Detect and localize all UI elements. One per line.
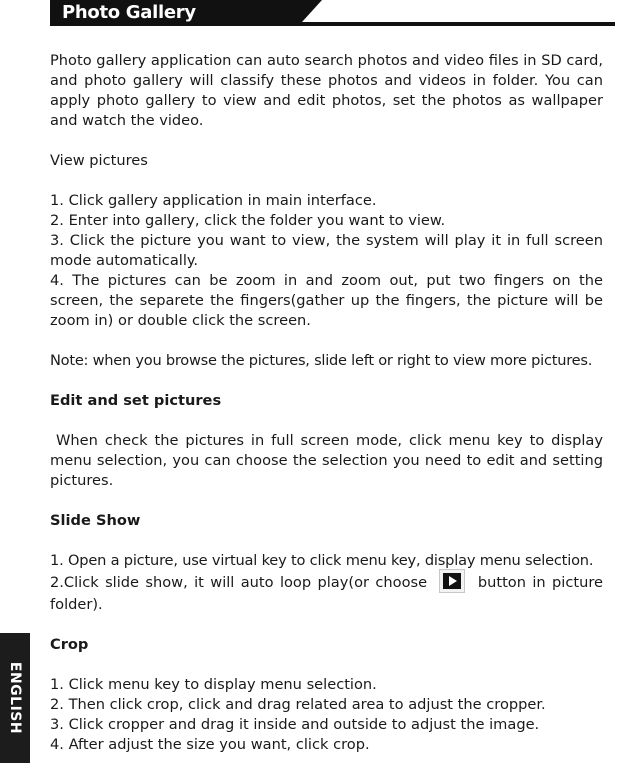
crop-step-4: 4. After adjust the size you want, click crop.: [50, 736, 370, 753]
view-note: Note: when you browse the pictures, slide left or right to view more pictures.: [50, 352, 593, 369]
slide-step-2: [50, 571, 603, 615]
language-tab: [0, 633, 30, 763]
edit-set-paragraph: When check the pictures in full screen mode, click menu key to display menu selection, you can choose the selection you need to edit and setting pictures.: [50, 432, 603, 489]
page-header: [50, 0, 615, 26]
document-body: [50, 51, 603, 755]
intro-paragraph: Photo gallery application can auto search photos and video files in SD card, and photo gallery will classify these photos and videos in folder. You can apply photo gallery to view and edit photos, set the photos as wallpaper and watch the video.: [50, 52, 603, 129]
slide-step-2-text-a: 2.Click slide show, it will auto loop play(or choose: [50, 574, 428, 591]
slide-step-2-text-b: button in picture folder).: [50, 574, 603, 613]
view-step-4: 4. The pictures can be zoom in and zoom out, put two fingers on the screen, the separete the fingers(gather up the fingers, the picture will be zoom in) or double click the screen.: [50, 272, 603, 329]
play-icon: [439, 569, 465, 593]
language-tab-label: ENGLISH: [7, 661, 23, 735]
crop-heading: Crop: [50, 636, 89, 653]
view-step-2: 2. Enter into gallery, click the folder you want to view.: [50, 212, 446, 229]
view-step-1: 1. Click gallery application in main interface.: [50, 192, 377, 209]
page-title: Photo Gallery: [62, 2, 196, 23]
crop-step-2: 2. Then click crop, click and drag related area to adjust the cropper.: [50, 696, 546, 713]
view-step-3: 3. Click the picture you want to view, the system will play it in full screen mode automatically.: [50, 232, 603, 269]
crop-step-3: 3. Click cropper and drag it inside and outside to adjust the image.: [50, 716, 540, 733]
slide-step-1: 1. Open a picture, use virtual key to click menu key, display menu selection.: [50, 552, 594, 569]
edit-set-heading: Edit and set pictures: [50, 392, 222, 409]
slide-show-heading: Slide Show: [50, 512, 141, 529]
view-pictures-heading: View pictures: [50, 152, 148, 169]
crop-step-1: 1. Click menu key to display menu selection.: [50, 676, 377, 693]
